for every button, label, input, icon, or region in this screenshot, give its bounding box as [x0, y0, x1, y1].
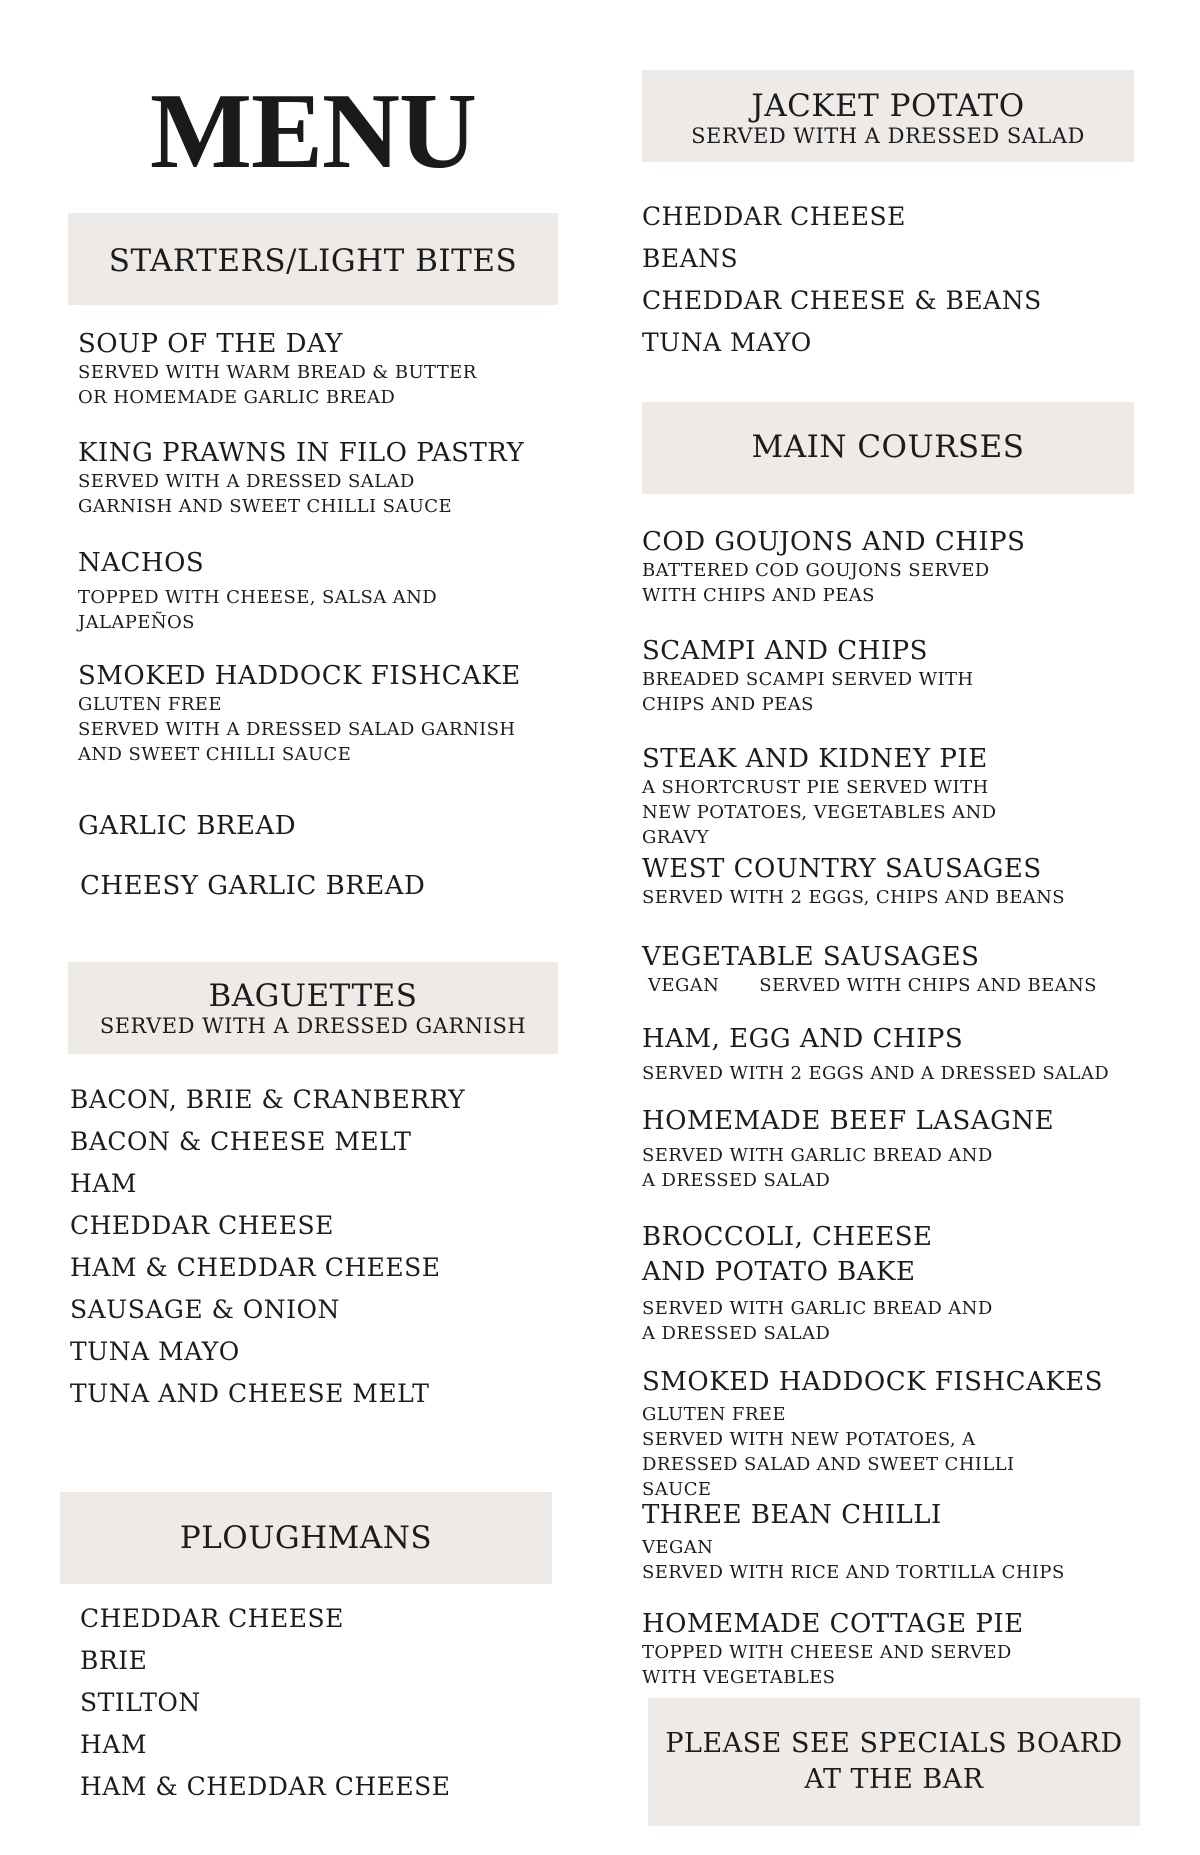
main-course-item: [642, 1368, 1122, 1502]
item-desc-row: [642, 973, 1122, 998]
jacket-potato-heading-band: [642, 70, 1134, 162]
main-courses-heading-band: [642, 402, 1134, 494]
item-tag: GLUTEN FREE: [78, 693, 222, 715]
starter-item: [78, 330, 518, 410]
ploughmans-item: HAM & CHEDDAR CHEESE: [80, 1772, 451, 1801]
jacket-potato-item: CHEDDAR CHEESE: [642, 202, 906, 231]
item-desc: SERVED WITH A DRESSED SALAD GARNISH AND SWEET CHILLI SAUCE: [78, 470, 453, 517]
baguette-item: BACON & CHEESE MELT: [70, 1127, 412, 1156]
item-name: HOMEMADE BEEF LASAGNE: [642, 1106, 1055, 1136]
main-course-item: [642, 528, 1122, 608]
item-name: CHEESY GARLIC BREAD: [80, 871, 426, 901]
main-course-item: [642, 855, 1122, 910]
main-courses-heading: MAIN COURSES: [751, 429, 1025, 465]
item-name: BROCCOLI, CHEESE AND POTATO BAKE: [642, 1222, 933, 1287]
item-name: VEGETABLE SAUSAGES: [642, 942, 980, 972]
starter-item: [78, 438, 525, 519]
item-tag: GLUTEN FREE: [642, 1403, 786, 1425]
starters-heading: STARTERS/LIGHT BITES: [108, 243, 518, 279]
starters-heading-band: [68, 213, 558, 305]
starter-item: [78, 812, 296, 842]
item-desc: SERVED WITH WARM BREAD & BUTTER OR HOMEMADE GARLIC BREAD: [78, 361, 477, 408]
item-desc: BREADED SCAMPI SERVED WITH CHIPS AND PEAS: [642, 668, 974, 715]
item-name: HAM, EGG AND CHIPS: [642, 1024, 964, 1054]
main-course-item: [642, 1107, 1122, 1193]
main-course-item: [642, 1501, 1122, 1585]
item-desc: SERVED WITH GARLIC BREAD AND A DRESSED SALAD: [642, 1144, 993, 1191]
starter-item: [78, 662, 538, 767]
baguette-item: TUNA AND CHEESE MELT: [70, 1379, 430, 1408]
baguette-item: BACON, BRIE & CRANBERRY: [70, 1085, 466, 1114]
item-desc: SERVED WITH 2 EGGS AND A DRESSED SALAD: [642, 1062, 1110, 1084]
item-name: COD GOUJONS AND CHIPS: [642, 527, 1026, 557]
baguettes-heading-band: [68, 962, 558, 1054]
item-name: THREE BEAN CHILLI: [642, 1500, 942, 1530]
main-course-item: [642, 1025, 1122, 1086]
specials-notice: PLEASE SEE SPECIALS BOARD AT THE BAR: [648, 1698, 1140, 1826]
baguette-item: CHEDDAR CHEESE: [70, 1211, 334, 1240]
starter-item: [78, 549, 518, 635]
item-tag: VEGAN: [642, 1536, 714, 1558]
item-desc: SERVED WITH 2 EGGS, CHIPS AND BEANS: [642, 886, 1066, 908]
ploughmans-item: HAM: [80, 1730, 147, 1759]
item-name: KING PRAWNS IN FILO PASTRY: [78, 438, 525, 468]
baguette-item: TUNA MAYO: [70, 1337, 240, 1366]
item-name: HOMEMADE COTTAGE PIE: [642, 1609, 1024, 1639]
ploughmans-item: CHEDDAR CHEESE: [80, 1604, 344, 1633]
item-name: SMOKED HADDOCK FISHCAKES: [642, 1367, 1103, 1397]
ploughmans-heading: PLOUGHMANS: [179, 1520, 433, 1556]
item-desc: SERVED WITH CHIPS AND BEANS: [759, 974, 1097, 996]
item-desc: BATTERED COD GOUJONS SERVED WITH CHIPS AND PEAS: [642, 559, 990, 606]
ploughmans-item: STILTON: [80, 1688, 201, 1717]
item-name: STEAK AND KIDNEY PIE: [642, 744, 988, 774]
item-desc: SERVED WITH GARLIC BREAD AND A DRESSED SALAD: [642, 1298, 993, 1344]
ploughmans-item: BRIE: [80, 1646, 148, 1675]
item-name: SMOKED HADDOCK FISHCAKE: [78, 661, 521, 691]
main-course-item: [642, 1220, 1122, 1346]
main-course-item: [642, 943, 1122, 998]
item-name: NACHOS: [78, 548, 205, 578]
main-course-item: [642, 745, 1122, 850]
item-name: WEST COUNTRY SAUSAGES: [642, 854, 1042, 884]
jacket-potato-item: TUNA MAYO: [642, 328, 812, 357]
item-desc: SERVED WITH A DRESSED SALAD GARNISH AND SWEET CHILLI SAUCE: [78, 718, 516, 765]
ploughmans-heading-band: [60, 1492, 552, 1584]
jacket-potato-heading: JACKET POTATO: [751, 88, 1025, 124]
item-tag: VEGAN: [648, 974, 720, 996]
item-name: GARLIC BREAD: [78, 811, 297, 841]
main-course-item: [642, 1610, 1122, 1690]
baguette-item: SAUSAGE & ONION: [70, 1295, 340, 1324]
jacket-potato-subheading: SERVED WITH A DRESSED SALAD: [691, 124, 1085, 149]
item-name: SOUP OF THE DAY: [78, 329, 343, 359]
baguettes-heading: BAGUETTES: [208, 978, 418, 1014]
jacket-potato-item: BEANS: [642, 244, 739, 273]
main-course-item: [642, 637, 1122, 717]
baguettes-subheading: SERVED WITH A DRESSED GARNISH: [99, 1014, 527, 1039]
item-name: SCAMPI AND CHIPS: [642, 636, 928, 666]
item-desc: SERVED WITH RICE AND TORTILLA CHIPS: [642, 1561, 1065, 1583]
starter-item: [80, 872, 425, 902]
jacket-potato-item: CHEDDAR CHEESE & BEANS: [642, 286, 1042, 315]
menu-title: MENU: [150, 72, 476, 191]
baguette-item: HAM & CHEDDAR CHEESE: [70, 1253, 441, 1282]
item-desc: TOPPED WITH CHEESE, SALSA AND JALAPEÑOS: [78, 586, 438, 633]
baguette-item: HAM: [70, 1169, 137, 1198]
item-desc: SERVED WITH NEW POTATOES, A DRESSED SALAD AND SWEET CHILLI SAUCE: [642, 1428, 1015, 1500]
item-desc: A SHORTCRUST PIE SERVED WITH NEW POTATOES, VEGETABLES AND GRAVY: [642, 776, 997, 848]
item-desc: TOPPED WITH CHEESE AND SERVED WITH VEGETABLES: [642, 1641, 1012, 1688]
